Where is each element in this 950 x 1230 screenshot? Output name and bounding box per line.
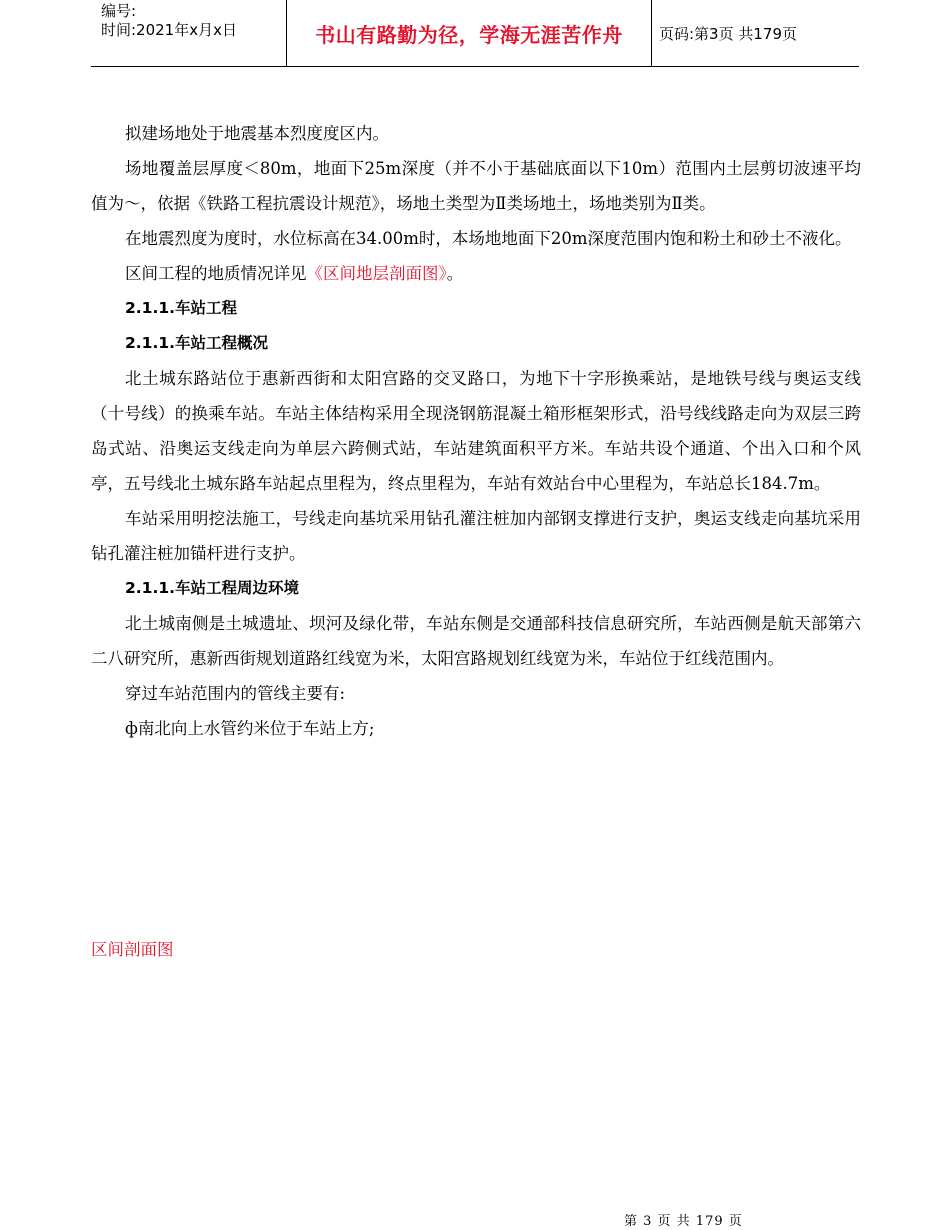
document-body [91,116,861,746]
doc-time-label: 时间:2021年x月x日 [101,21,237,39]
paragraph-liquefaction: 在地震烈度为度时，水位标高在34.00m时，本场地地面下20m深度范围内饱和粉土和砂土不液化。 [125,229,852,248]
header-motto: 书山有路勤为径，学海无涯苦作舟 [315,22,623,47]
page-header [91,0,859,67]
paragraph-geology-ref [91,256,861,291]
heading-station-overview: 2.1.1.车站工程概况 [125,334,269,352]
paragraph-site-class: 场地覆盖层厚度＜80m，地面下25m深度（并不小于基础底面以下10m）范围内土层剪切波速平均值为～，依据《铁路工程抗震设计规范》，场地土类型为Ⅱ类场地土，场地类别为Ⅱ类。 [91,159,861,213]
paragraph-pipelines-intro: 穿过车站范围内的管线主要有: [125,684,346,703]
paragraph-surroundings: 北土城南侧是土城遗址、坝河及绿化带，车站东侧是交通部科技信息研究所，车站西侧是航天部第六二八研究所，惠新西街规划道路红线宽为米，太阳宫路规划红线宽为米，车站位于红线范围内。 [91,614,861,668]
heading-surroundings: 2.1.1.车站工程周边环境 [125,579,300,597]
section-profile-caption: 区间剖面图 [91,940,174,959]
geology-ref-prefix: 区间工程的地质情况详见 [125,264,307,283]
paragraph-seismic-zone: 拟建场地处于地震基本烈度度区内。 [125,124,389,143]
page-footer: 第 3 页 共 179 页 [624,1214,743,1229]
header-meta [91,0,286,68]
geology-ref-suffix: 。 [446,264,464,283]
heading-station-project: 2.1.1.车站工程 [125,299,238,317]
geology-profile-link[interactable]: 《区间地层剖面图》 [306,264,447,283]
doc-number-label: 编号: [101,2,137,20]
header-motto-cell [286,0,652,66]
paragraph-water-pipe: ф南北向上水管约米位于车站上方; [125,719,375,738]
paragraph-station-overview: 北土城东路站位于惠新西街和太阳宫路的交叉路口，为地下十字形换乘站，是地铁号线与奥运支线（十号线）的换乘车站。车站主体结构采用全现浇钢筋混凝土箱形框架形式，沿号线线路走向为双层三跨岛式站、沿奥运支线走向为单层六跨侧式站，车站建筑面积平方米。车站共设个通道、个出入口和个风亭，五号线北土城东路车站起点里程为，终点里程为，车站有效站台中心里程为，车站总长184.7m。 [91,369,861,493]
paragraph-construction-method: 车站采用明挖法施工，号线走向基坑采用钻孔灌注桩加内部钢支撑进行支护，奥运支线走向基坑采用钻孔灌注桩加锚杆进行支护。 [91,509,861,563]
header-page-info: 页码:第3页 共179页 [659,24,797,43]
